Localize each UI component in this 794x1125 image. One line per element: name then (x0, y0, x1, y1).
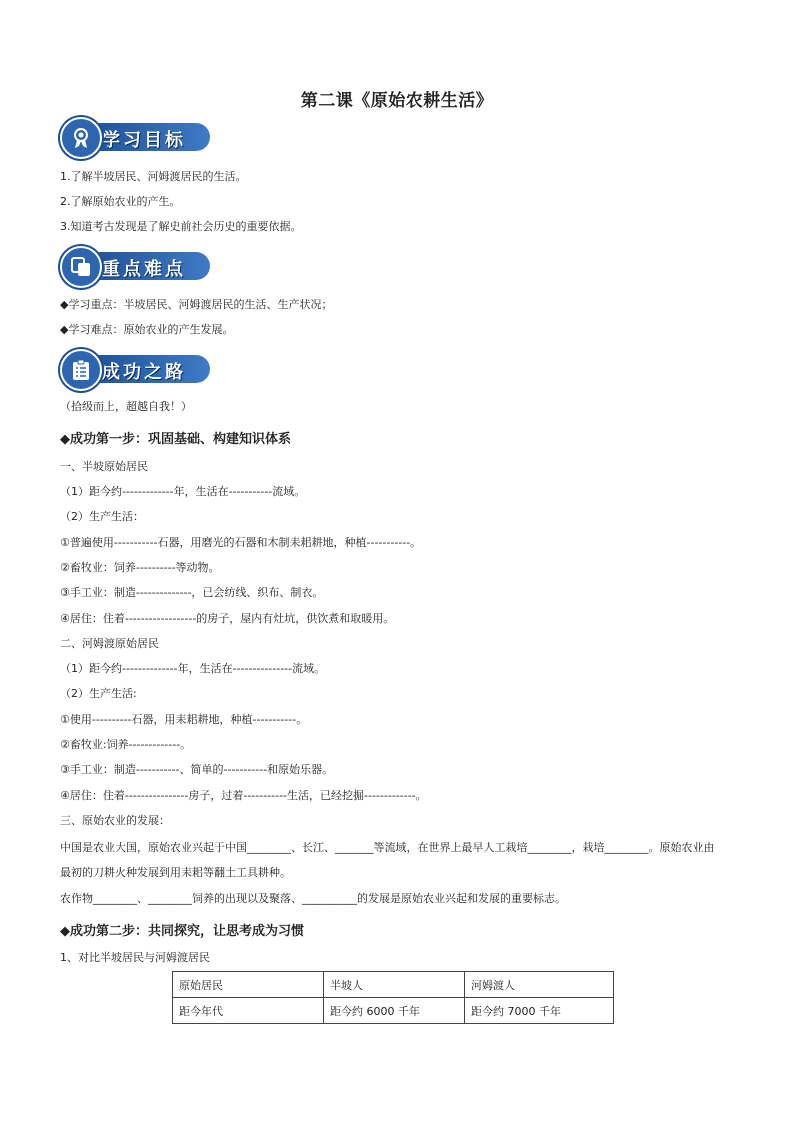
clipboard-list-icon (60, 349, 102, 391)
table-header-row (173, 972, 614, 998)
table-header-cell: 原始居民 (173, 972, 324, 998)
section-heading: 二、河姆渡原始居民 (60, 637, 159, 650)
key-point: ◆学习重点：半坡居民、河姆渡居民的生活、生产状况； (60, 298, 333, 311)
table-cell: 距今年代 (173, 998, 324, 1024)
banner-learning-goals (60, 117, 210, 157)
fill-blank-line: 中国是农业大国，原始农业兴起于中国________、长江、_______等流域，在世界上最早人工栽培________，栽培________。原始农业由 (60, 841, 715, 854)
banner-label: 学习目标 (102, 130, 186, 151)
page-title: 第二课《原始农耕生活》 (300, 91, 494, 111)
table-header-cell: 河姆渡人 (465, 972, 614, 998)
table-row (173, 998, 614, 1024)
question: 1、对比半坡居民与河姆渡居民 (60, 951, 210, 964)
table-cell: 距今约 7000 千年 (465, 998, 614, 1024)
fill-blank-line: 农作物________、________饲养的出现以及聚落、__________的发展是原始农业兴起和发展的重要标志。 (60, 892, 566, 905)
fill-blank-line: ②畜牧业：饲养----------等动物。 (60, 561, 220, 574)
banner-label: 重点难点 (102, 259, 186, 280)
step-one-heading: ◆成功第一步：巩固基础、构建知识体系 (60, 432, 291, 447)
fill-blank-line: （2）生产生活: (60, 687, 137, 700)
fill-blank-line: （2）生产生活： (60, 510, 144, 523)
table-cell: 距今约 6000 千年 (324, 998, 465, 1024)
banner-success-path (60, 349, 210, 389)
fill-blank-line: ④居住：住着------------------的房子，屋内有灶坑，供饮煮和取暖用。 (60, 612, 395, 625)
fill-blank-line: ③手工业：制造-----------、简单的-----------和原始乐器。 (60, 763, 334, 776)
fill-blank-line: （1）距今约-------------年，生活在-----------流域。 (60, 485, 306, 498)
section-heading: 一、半坡原始居民 (60, 460, 148, 473)
fill-blank-line: 最初的刀耕火种发展到用耒耜等翻土工具耕种。 (60, 866, 291, 879)
motto: （拾级而上，超越自我！） (60, 400, 192, 413)
award-ribbon-icon (60, 117, 102, 159)
banner-key-points (60, 246, 210, 286)
fill-blank-line: ③手工业：制造--------------，已会纺线、织布、制衣。 (60, 586, 324, 599)
fill-blank-line: ④居住：住着----------------房子，过着-----------生活，已经挖掘-------------。 (60, 789, 427, 802)
comparison-table (172, 971, 614, 1024)
goal-item: 2.了解原始农业的产生。 (60, 195, 181, 208)
step-two-heading: ◆成功第二步：共同探究，让思考成为习惯 (60, 924, 304, 939)
goal-item: 3.知道考古发现是了解史前社会历史的重要依据。 (60, 220, 302, 233)
table-header-cell: 半坡人 (324, 972, 465, 998)
fill-blank-line: ①普遍使用-----------石器，用磨光的石器和木制耒耜耕地，种植-----------。 (60, 536, 422, 549)
fill-blank-line: ②畜牧业:饲养-------------。 (60, 738, 192, 751)
fill-blank-line: ①使用----------石器，用耒耜耕地，种植-----------。 (60, 713, 308, 726)
goal-item: 1.了解半坡居民、河姆渡居民的生活。 (60, 170, 247, 183)
fill-blank-line: （1）距今约--------------年，生活在---------------流域。 (60, 662, 326, 675)
key-point: ◆学习难点：原始农业的产生发展。 (60, 323, 234, 336)
banner-label: 成功之路 (102, 362, 186, 383)
section-heading: 三、原始农业的发展： (60, 814, 170, 827)
document-stack-icon (60, 246, 102, 288)
